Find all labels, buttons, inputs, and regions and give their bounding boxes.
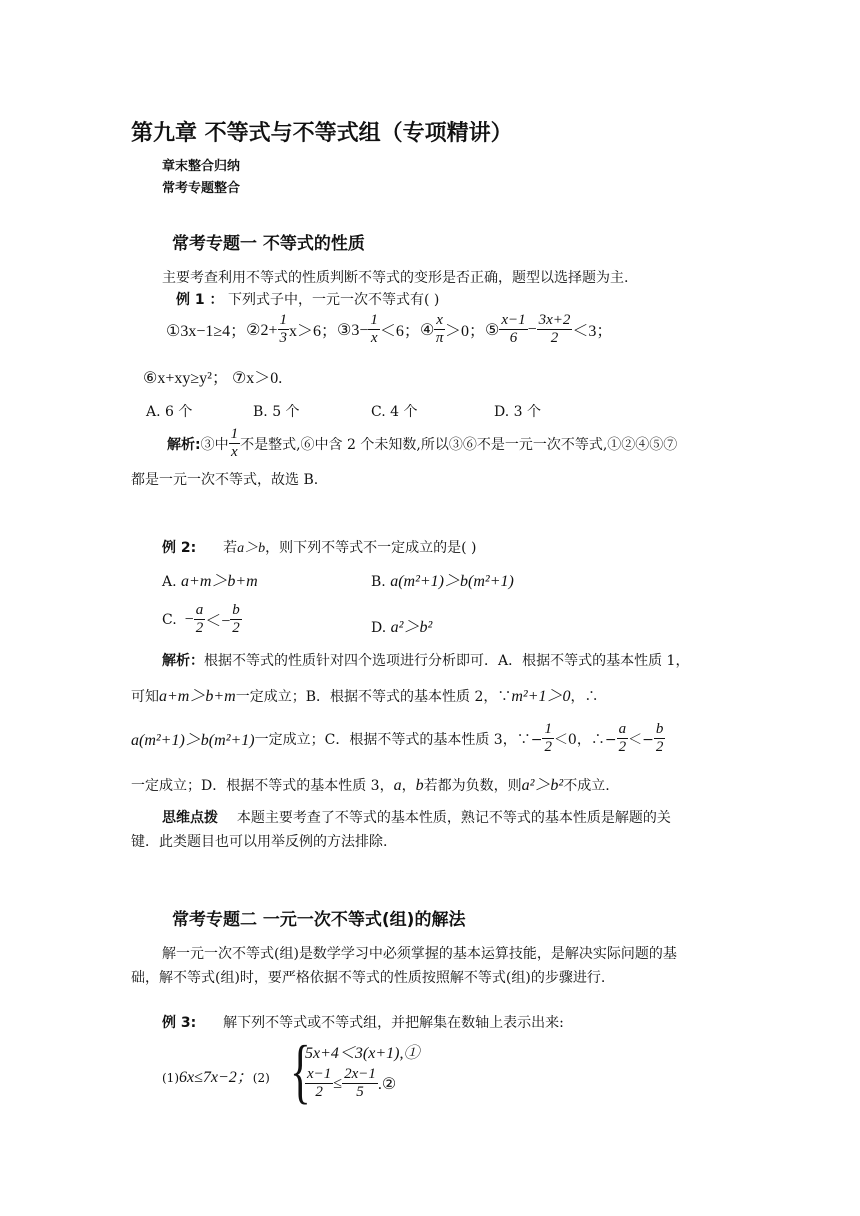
section-heading: 常考专题整合 bbox=[162, 181, 241, 196]
expression: ③3− bbox=[337, 321, 369, 339]
analysis-text: 可知a+m＞b+m一定成立；B．根据不等式的基本性质 2，∵m²+1＞0，∴ bbox=[131, 688, 599, 705]
condition: a＞b bbox=[237, 541, 266, 556]
option-label: A. bbox=[162, 574, 177, 590]
fraction: $\frac{b}{2}$ bbox=[232, 602, 240, 636]
option-a: A. 6 个 bbox=[146, 404, 193, 420]
analysis-label: 解析： bbox=[162, 653, 204, 669]
example-label: 例 3: bbox=[162, 1015, 197, 1031]
fraction: $\frac{x-1}{2}$ bbox=[307, 1066, 332, 1100]
fraction: $\frac{1}{2}$ bbox=[544, 721, 552, 755]
fraction: $\frac{2x-1}{5}$ bbox=[344, 1066, 376, 1100]
option-c: C. 4 个 bbox=[371, 404, 418, 420]
option-c bbox=[162, 602, 242, 637]
paragraph: 解一元一次不等式(组)是数学学习中必须掌握的基本运算技能，是解决实际问题的基 bbox=[162, 946, 677, 962]
section-heading: 章末整合归纳 bbox=[162, 159, 241, 174]
fraction: $\frac{1}{x}$ bbox=[370, 312, 378, 346]
option-expression: a²＞b² bbox=[390, 619, 433, 636]
expression: ④ bbox=[419, 321, 435, 339]
paragraph: 主要考查利用不等式的性质判断不等式的变形是否正确，题型以选择题为主. bbox=[162, 270, 629, 286]
option-b: B. 5 个 bbox=[253, 404, 300, 420]
expression: ①3x−1≥4； bbox=[166, 323, 247, 340]
analysis-text: a(m²+1)＞b(m²+1) 一定成立；C．根据不等式的基本性质 3，∵− $\frac{1}{2}$ ＜0，∴− $\frac{a}{2}$ ＜− $\frac{b}{2}$ bbox=[131, 721, 664, 755]
problem-1: (1)6x≤7x−2；(2) bbox=[162, 1069, 270, 1086]
fraction: $\frac{x-1}{6}$ bbox=[501, 312, 526, 346]
expression: x＞6； bbox=[289, 323, 338, 340]
tip-label: 思维点拨 bbox=[162, 810, 218, 826]
tip-text: 本题主要考查了不等式的基本性质，熟记不等式的基本性质是解题的关 bbox=[236, 810, 671, 826]
expression: ⑤ bbox=[484, 321, 500, 339]
expression: ②2+ bbox=[246, 321, 278, 339]
analysis-text: 根据不等式的性质针对四个选项进行分析即可．A．根据不等式的基本性质 1， bbox=[204, 653, 690, 669]
example-label: 例 1 ： bbox=[176, 292, 224, 308]
example-question bbox=[162, 1012, 564, 1032]
question-text: 下列式子中，一元一次不等式有( ) bbox=[227, 292, 440, 308]
expression: ⑥x+xy≥y²； bbox=[143, 370, 228, 387]
expression: ＜3； bbox=[572, 323, 613, 340]
option-d bbox=[371, 614, 432, 637]
topic-title: 常考专题一 不等式的性质 bbox=[172, 234, 365, 254]
option-expression: a(m²+1)＞b(m²+1) bbox=[390, 573, 514, 590]
option-d: D. 3 个 bbox=[494, 404, 541, 420]
question-text: 若 bbox=[223, 540, 238, 556]
expression: ＞0； bbox=[444, 323, 485, 340]
expression-list bbox=[166, 312, 612, 347]
example-question bbox=[162, 537, 477, 557]
option-label: B. bbox=[371, 574, 386, 590]
analysis-label: 解析: bbox=[167, 436, 201, 453]
tip-text: 键．此类题目也可以用举反例的方法排除. bbox=[131, 834, 388, 850]
analysis-text: 一定成立；D．根据不等式的基本性质 3，a，b若都为负数，则a²＞b²不成立. bbox=[131, 777, 610, 794]
fraction: $\frac{x}{\pi}$ bbox=[435, 312, 444, 346]
expression: ＜6； bbox=[379, 323, 420, 340]
fraction: $\frac{b}{2}$ bbox=[655, 721, 664, 755]
question-text: 解下列不等式或不等式组，并把解集在数轴上表示出来: bbox=[223, 1015, 564, 1031]
expression: − bbox=[527, 320, 537, 338]
tip bbox=[162, 807, 671, 827]
example-question bbox=[176, 289, 439, 309]
question-text: ，则下列不等式不一定成立的是( ) bbox=[265, 540, 477, 556]
paragraph: 础，解不等式(组)时，要严格依据不等式的性质按照解不等式(组)的步骤进行. bbox=[131, 970, 606, 986]
analysis-text: ③中 bbox=[200, 436, 229, 453]
example-label: 例 2: bbox=[162, 540, 197, 556]
expression-list bbox=[143, 365, 282, 388]
fraction: $\frac{1}{x}$ bbox=[230, 426, 239, 460]
fraction: $\frac{a}{2}$ bbox=[195, 602, 204, 636]
option-label: D. bbox=[371, 620, 387, 636]
fraction: $\frac{3x+2}{2}$ bbox=[538, 312, 571, 346]
analysis bbox=[167, 426, 677, 461]
analysis-text: 不是整式,⑥中含 2 个未知数,所以③⑥不是一元一次不等式,①②④⑤⑦ bbox=[240, 436, 678, 453]
option-expression: a+m＞b+m bbox=[181, 573, 258, 590]
system-line-2: $\frac{x-1}{2}$ ≤ $\frac{2x-1}{5}$ .② bbox=[307, 1066, 397, 1100]
analysis-text: 都是一元一次不等式，故选 B. bbox=[131, 472, 319, 488]
option-label: C. bbox=[162, 611, 177, 628]
option-expression: ＜− bbox=[205, 613, 231, 630]
option-a bbox=[162, 568, 258, 591]
fraction: $\frac{a}{2}$ bbox=[618, 721, 627, 755]
analysis bbox=[162, 650, 689, 670]
fraction: $\frac{1}{3}$ bbox=[279, 312, 288, 346]
system-line-1: 5x+4＜3(x+1),① bbox=[305, 1045, 420, 1062]
expression: ⑦x＞0. bbox=[231, 370, 283, 387]
system-brace: { bbox=[290, 1031, 311, 1111]
topic-title: 常考专题二 一元一次不等式(组)的解法 bbox=[172, 910, 466, 930]
option-expression: − bbox=[184, 610, 194, 628]
chapter-title: 第九章 不等式与不等式组（专项精讲） bbox=[131, 121, 513, 146]
option-b bbox=[371, 568, 514, 591]
